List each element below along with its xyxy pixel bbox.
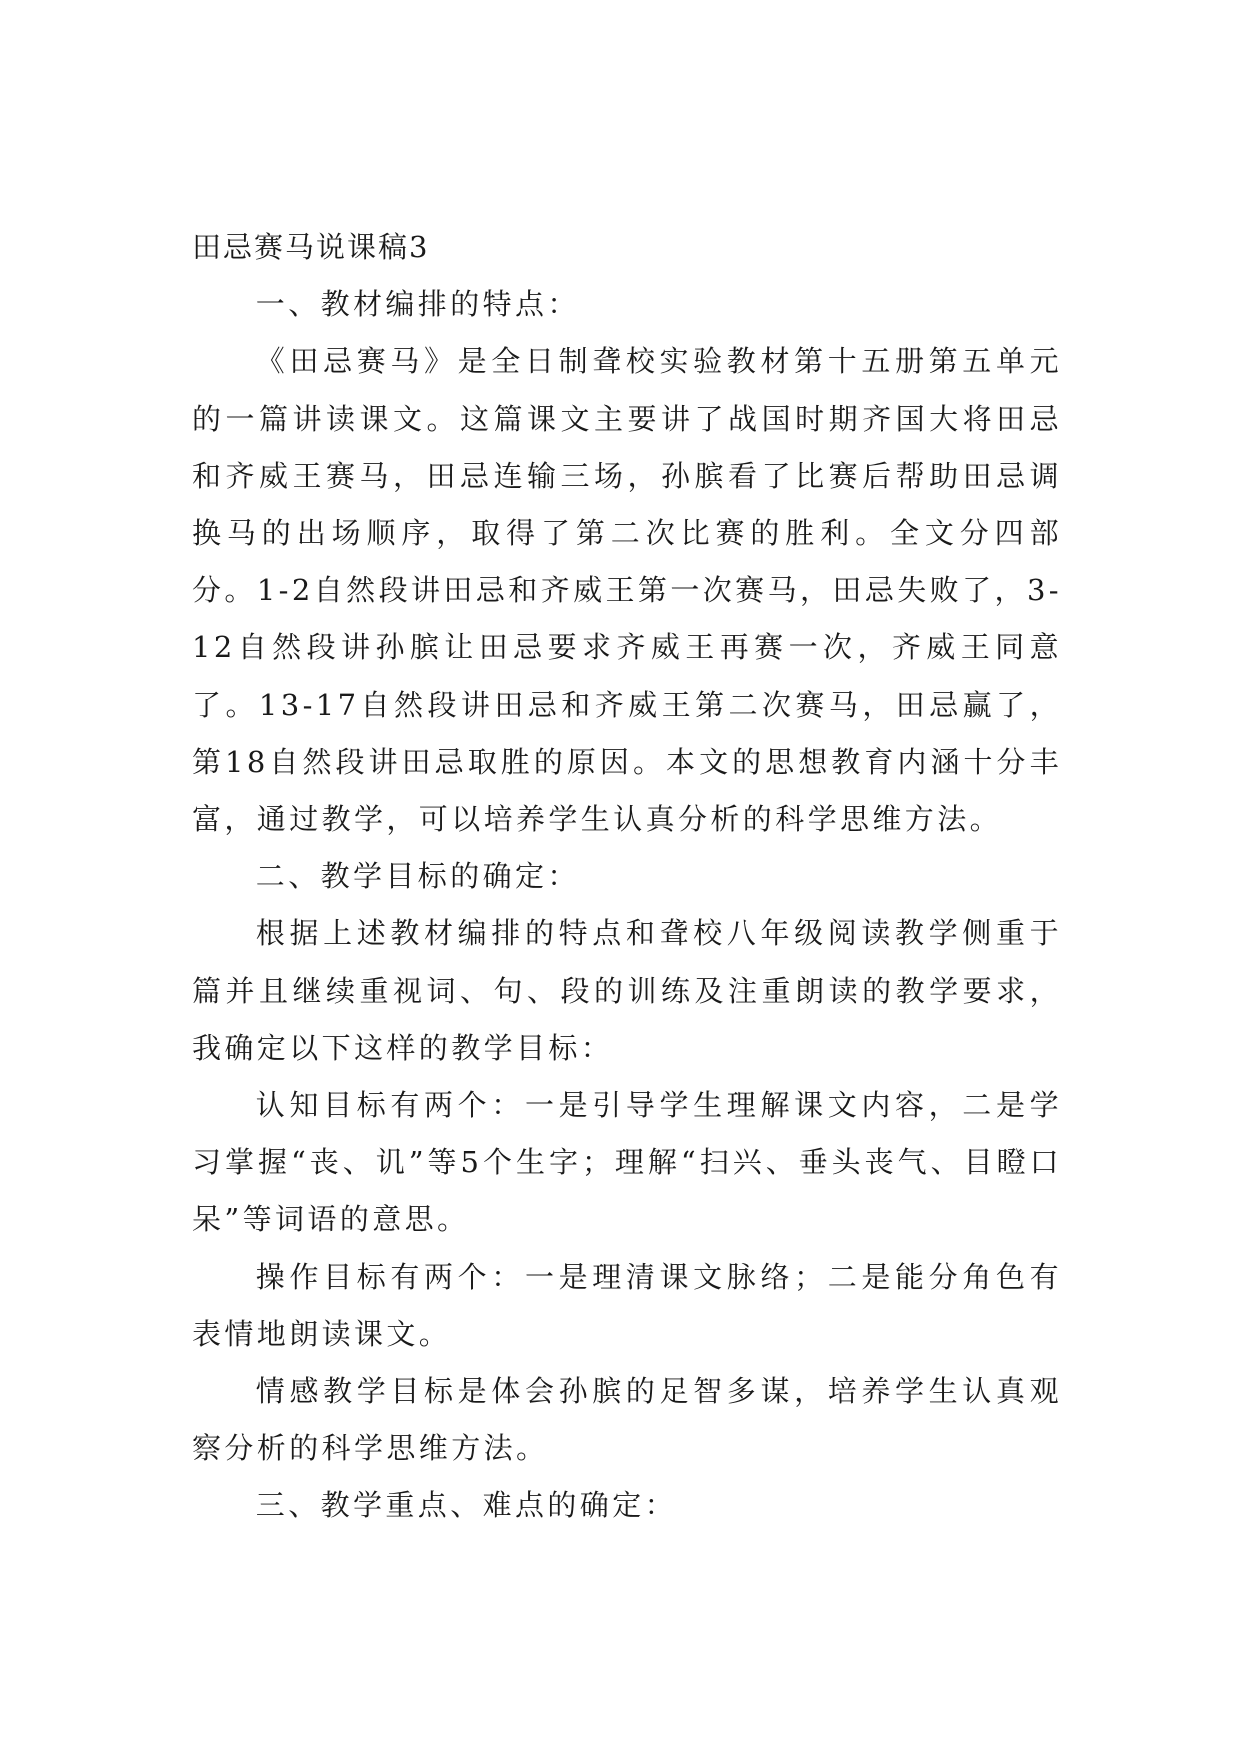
document-body [192,219,1062,1535]
paragraph-operation-goal: 操作目标有两个：一是理清课文脉络；二是能分角色有表情地朗读课文。 [192,1259,1062,1351]
paragraph-emotional-goal: 情感教学目标是体会孙膑的足智多谋，培养学生认真观察分析的科学思维方法。 [192,1374,1062,1466]
section-heading-3: 三、教学重点、难点的确定： [255,1488,677,1523]
paragraph-cognitive-goal: 认知目标有两个：一是引导学生理解课文内容，二是学习掌握“丧、讥”等5个生字；理解“扫兴、垂头丧气、目瞪口呆”等词语的意思。 [192,1088,1062,1237]
paragraph-goal-basis: 根据上述教材编排的特点和聋校八年级阅读教学侧重于篇并且继续重视词、句、段的训练及注重朗读的教学要求，我确定以下这样的教学目标： [192,916,1062,1065]
section-heading-1: 一、教材编排的特点： [255,287,580,322]
document-title: 田忌赛马说课稿3 [192,230,430,264]
section-heading-2: 二、教学目标的确定： [255,859,580,894]
paragraph-textbook-features: 《田忌赛马》是全日制聋校实验教材第十五册第五单元的一篇讲读课文。这篇课文主要讲了战国时期齐国大将田忌和齐威王赛马，田忌连输三场，孙膑看了比赛后帮助田忌调换马的出场顺序，取得了第二次比赛的胜利。全文分四部分。1-2自然段讲田忌和齐威王第一次赛马，田忌失败了，3-12自然段讲孙膑让田忌要求齐威王再赛一次，齐威王同意了。13-17自然段讲田忌和齐威王第二次赛马，田忌赢了，第18自然段讲田忌取胜的原因。本文的思想教育内涵十分丰富，通过教学，可以培养学生认真分析的科学思维方法。 [192,344,1062,837]
